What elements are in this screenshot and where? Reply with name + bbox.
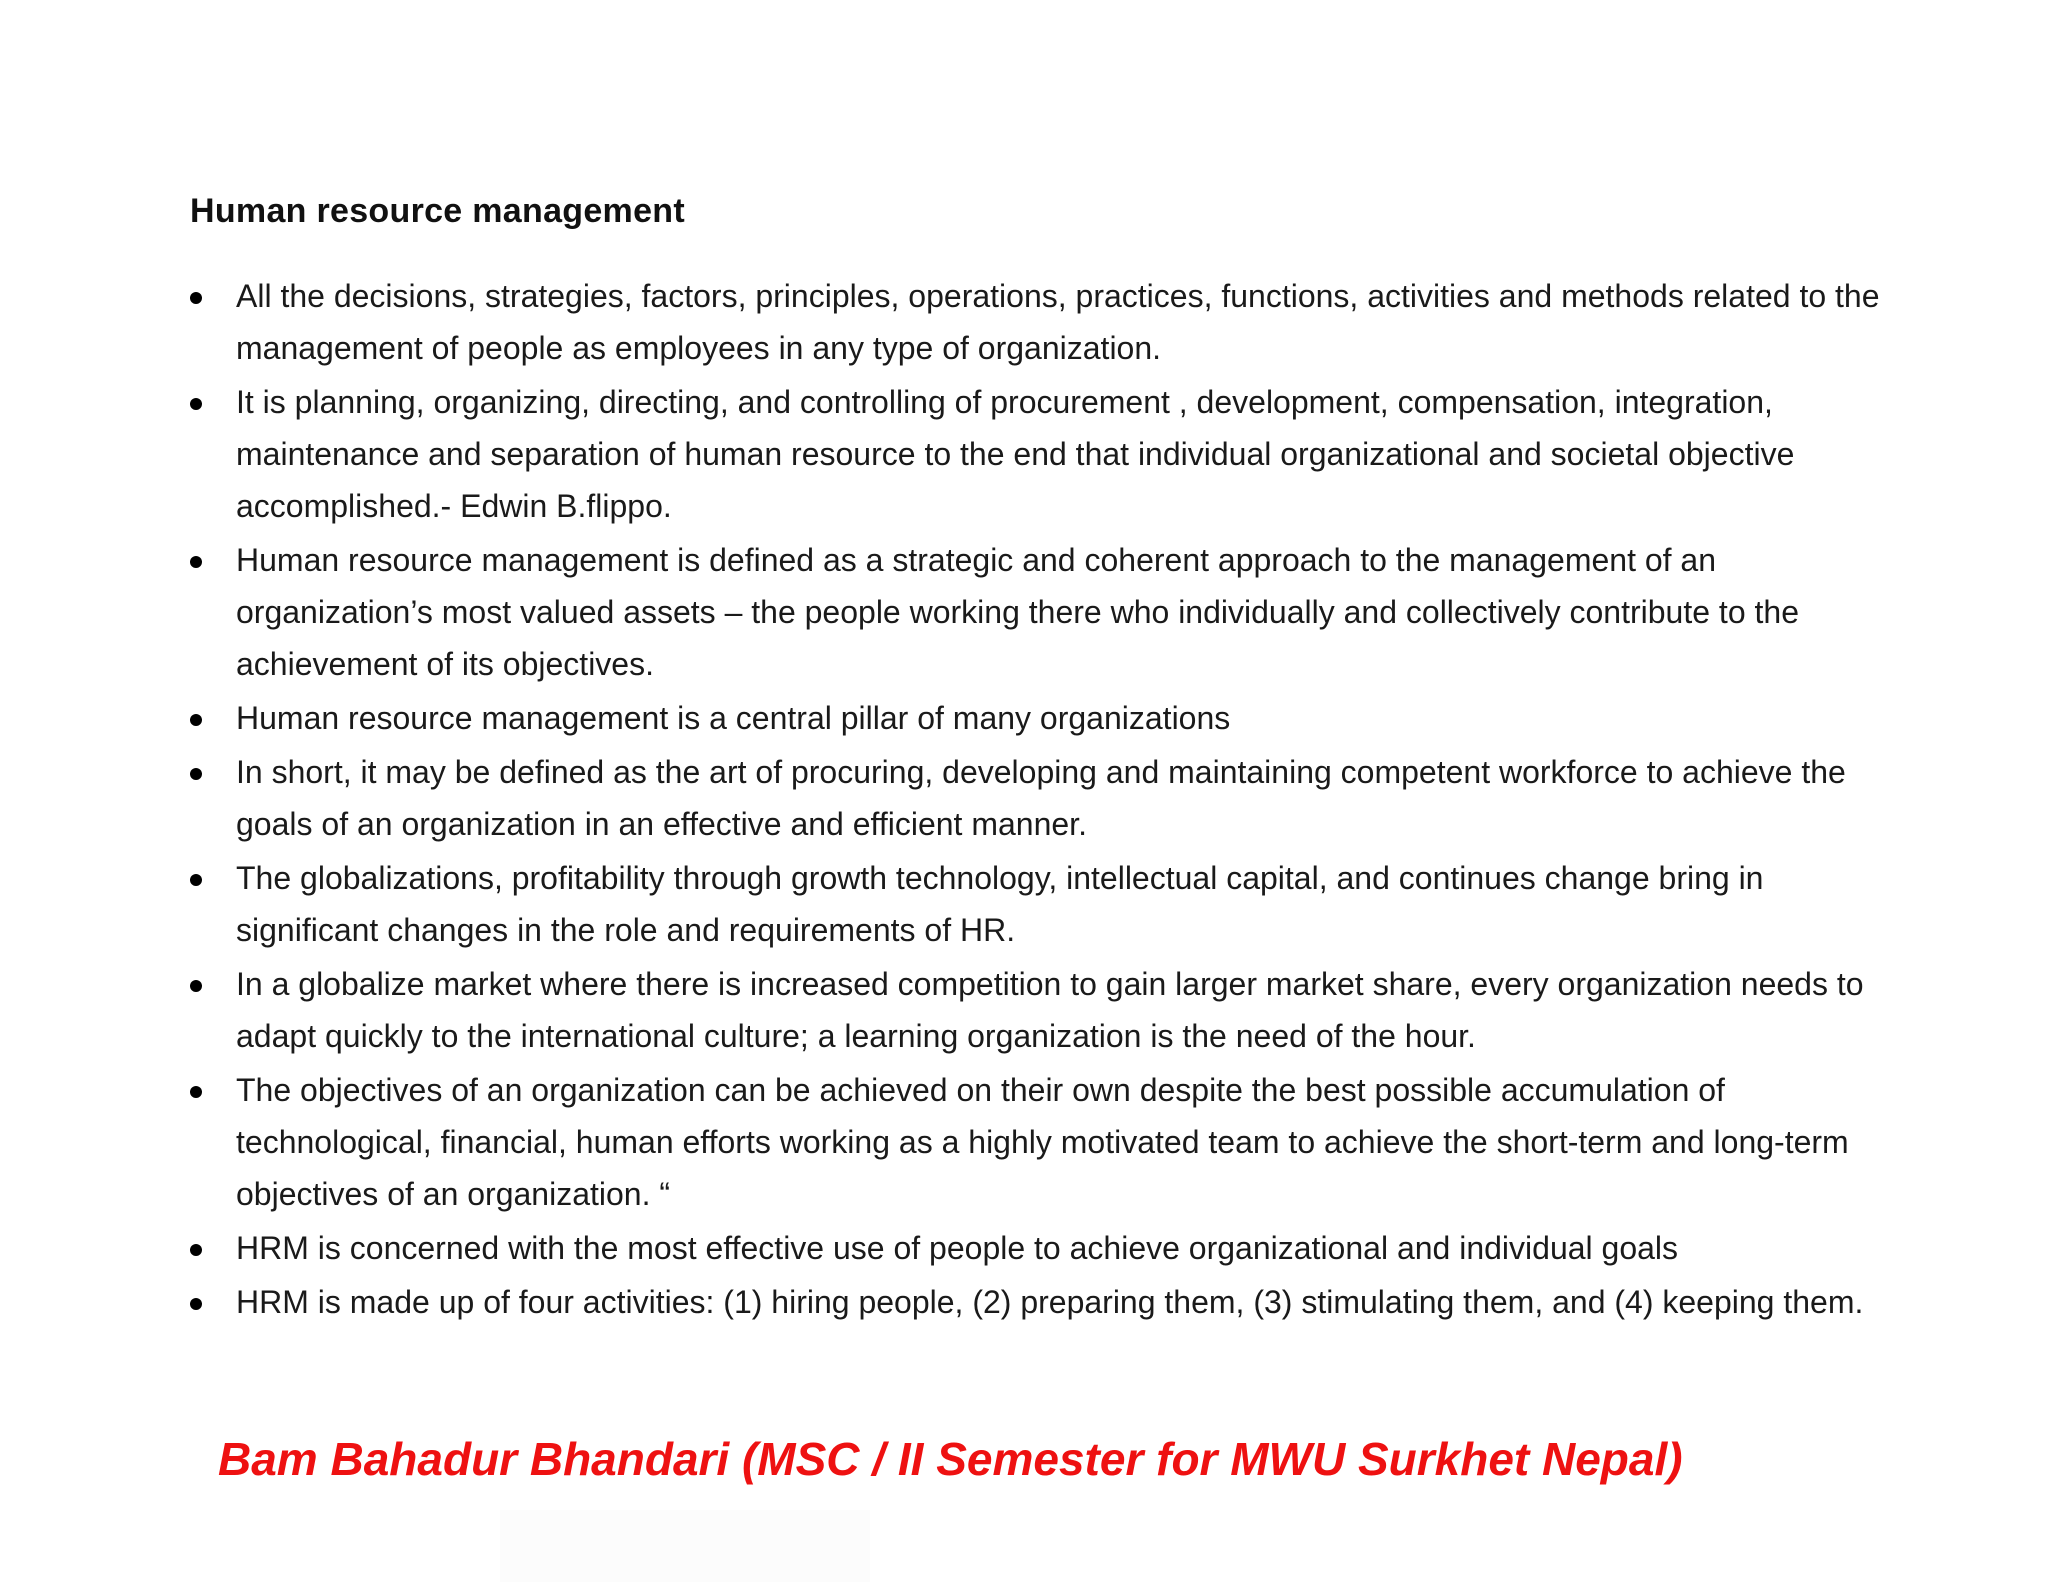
- bullet-text: HRM is concerned with the most effective use of people to achieve organizational and individual goals: [236, 1230, 1679, 1266]
- faint-background-block: [500, 1510, 870, 1582]
- bullet-icon: [190, 980, 202, 992]
- bullet-text: In a globalize market where there is increased competition to gain larger market share, every organization needs to adapt quickly to the international culture; a learning organization is the need of the hour.: [236, 966, 1864, 1054]
- bullet-icon: [190, 292, 202, 304]
- bullet-text: Human resource management is defined as a strategic and coherent approach to the management of an organization’s most valued assets – the people working there who individually and collectively contribute to the achievement of its objectives.: [236, 542, 1799, 682]
- list-item: [190, 376, 1890, 532]
- list-item: [190, 958, 1890, 1062]
- bullet-icon: [190, 874, 202, 886]
- list-item: [190, 1276, 1890, 1328]
- bullet-icon: [190, 768, 202, 780]
- bullet-text: HRM is made up of four activities: (1) hiring people, (2) preparing them, (3) stimulating them, and (4) keeping them.: [236, 1284, 1864, 1320]
- bullet-text: It is planning, organizing, directing, and controlling of procurement , development, compensation, integration, maintenance and separation of human resource to the end that individual organizational and societal objective accomplished.- Edwin B.flippo.: [236, 384, 1795, 524]
- bullet-text: The objectives of an organization can be achieved on their own despite the best possible accumulation of technological, financial, human efforts working as a highly motivated team to achieve the short-term and long-term objectives of an organization. “: [236, 1072, 1849, 1212]
- document-title: Human resource management: [190, 192, 685, 230]
- bullet-icon: [190, 1086, 202, 1098]
- bullet-icon: [190, 1298, 202, 1310]
- list-item: [190, 746, 1890, 850]
- bullet-icon: [190, 714, 202, 726]
- list-item: [190, 852, 1890, 956]
- list-item: [190, 534, 1890, 690]
- bullet-icon: [190, 556, 202, 568]
- list-item: [190, 1222, 1890, 1274]
- bullet-list: [190, 270, 1890, 1330]
- bullet-text: In short, it may be defined as the art of procuring, developing and maintaining competent workforce to achieve the goals of an organization in an effective and efficient manner.: [236, 754, 1846, 842]
- bullet-text: The globalizations, profitability through growth technology, intellectual capital, and continues change bring in significant changes in the role and requirements of HR.: [236, 860, 1764, 948]
- bullet-text: All the decisions, strategies, factors, principles, operations, practices, functions, activities and methods related to the management of people as employees in any type of organization.: [236, 278, 1880, 366]
- list-item: [190, 692, 1890, 744]
- list-item: [190, 270, 1890, 374]
- bullet-text: Human resource management is a central pillar of many organizations: [236, 700, 1231, 736]
- author-credit: Bam Bahadur Bhandari (MSC / II Semester for MWU Surkhet Nepal): [218, 1433, 1683, 1485]
- list-item: [190, 1064, 1890, 1220]
- bullet-icon: [190, 1244, 202, 1256]
- bullet-icon: [190, 398, 202, 410]
